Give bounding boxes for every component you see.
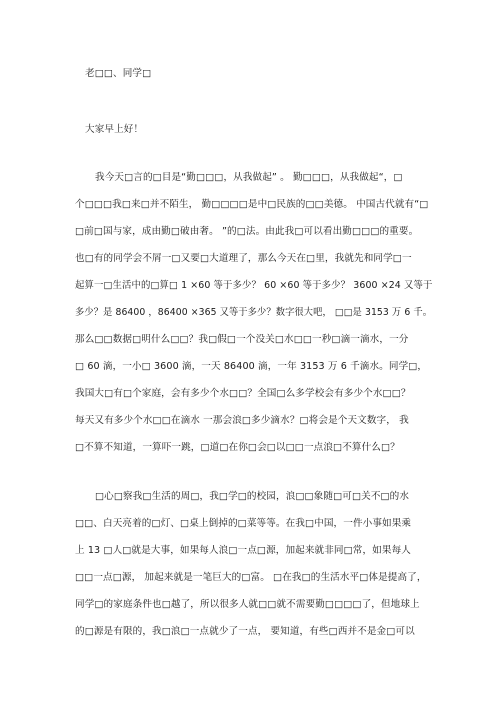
salutation: 老□□、同学□	[85, 68, 152, 79]
text-line: 起算一□生活中的□算□ 1 ×60 等于多少？ 60 ×60 等于多少？ 3600 ×24 又等于	[75, 280, 433, 291]
text-line: □前□国与家，成由勤□破由奢。 ”的□法。由此我□可以看出勤□□□的重要。	[75, 226, 419, 237]
text-line: 多少？是 86400 ，86400 ×365 又等于多少？数字很大吧， □□是 3153 万 6 千。	[75, 307, 433, 318]
text-line: 的□源是有限的，我□浪□一点就少了一点， 要知道，有些□西并不是金□可以	[75, 626, 415, 637]
text-line: □□一点□源， 加起来就是一笔巨大的□富。 □在我□的生活水平□体是提高了，	[75, 572, 427, 583]
text-line: 那么□□数据□明什么□□？我□假□一个没关□水□□一秒□滴一滴水，一分	[75, 334, 409, 345]
text-line: 也□有的同学会不屑一□又要□大道理了，那么今天在□里，我就先和同学□一	[75, 253, 412, 264]
text-line: □□、白天亮着的□灯、□桌上倒掉的□菜等等。在我□中国，一件小事如果乘	[75, 518, 412, 529]
text-line: □ 60 滴，一小□ 3600 滴，一天 86400 滴，一年 3153 万 6 千滴水。同学□，	[75, 361, 428, 372]
text-line: □不算不知道，一算吓一跳，□道□在你□会□以□□一点浪□不算什么□？	[75, 442, 400, 453]
opening-line: 大家早上好！	[85, 124, 144, 135]
text-line: 上 13 □人□就是大事，如果每人浪□一点□源，加起来就非同□常，如果每人	[75, 545, 411, 556]
text-line: 同学□的家庭条件也□越了，所以很多人就□□就不需要勤□□□□了，但地球上	[75, 599, 420, 610]
text-line: 我今天□言的□目是“勤□□□，从我做起” 。 勤□□□，从我做起“，□	[95, 172, 403, 183]
text-line: 每天又有多少个水□□在滴水 一那会浪□多少滴水？□将会是个天文数字， 我	[75, 415, 409, 426]
text-line: 个□□□我□来□并不陌生， 勤□□□□是中□民族的□□美德。 中国古代就有“□	[75, 199, 429, 210]
text-line: □心□察我□生活的周□，我□学□的校园，浪□□象随□可□关不□的水	[95, 491, 410, 502]
text-line: 我国大□有□个家庭，会有多少个水□□？全国□么多学校会有多少个水□□？	[75, 388, 411, 399]
